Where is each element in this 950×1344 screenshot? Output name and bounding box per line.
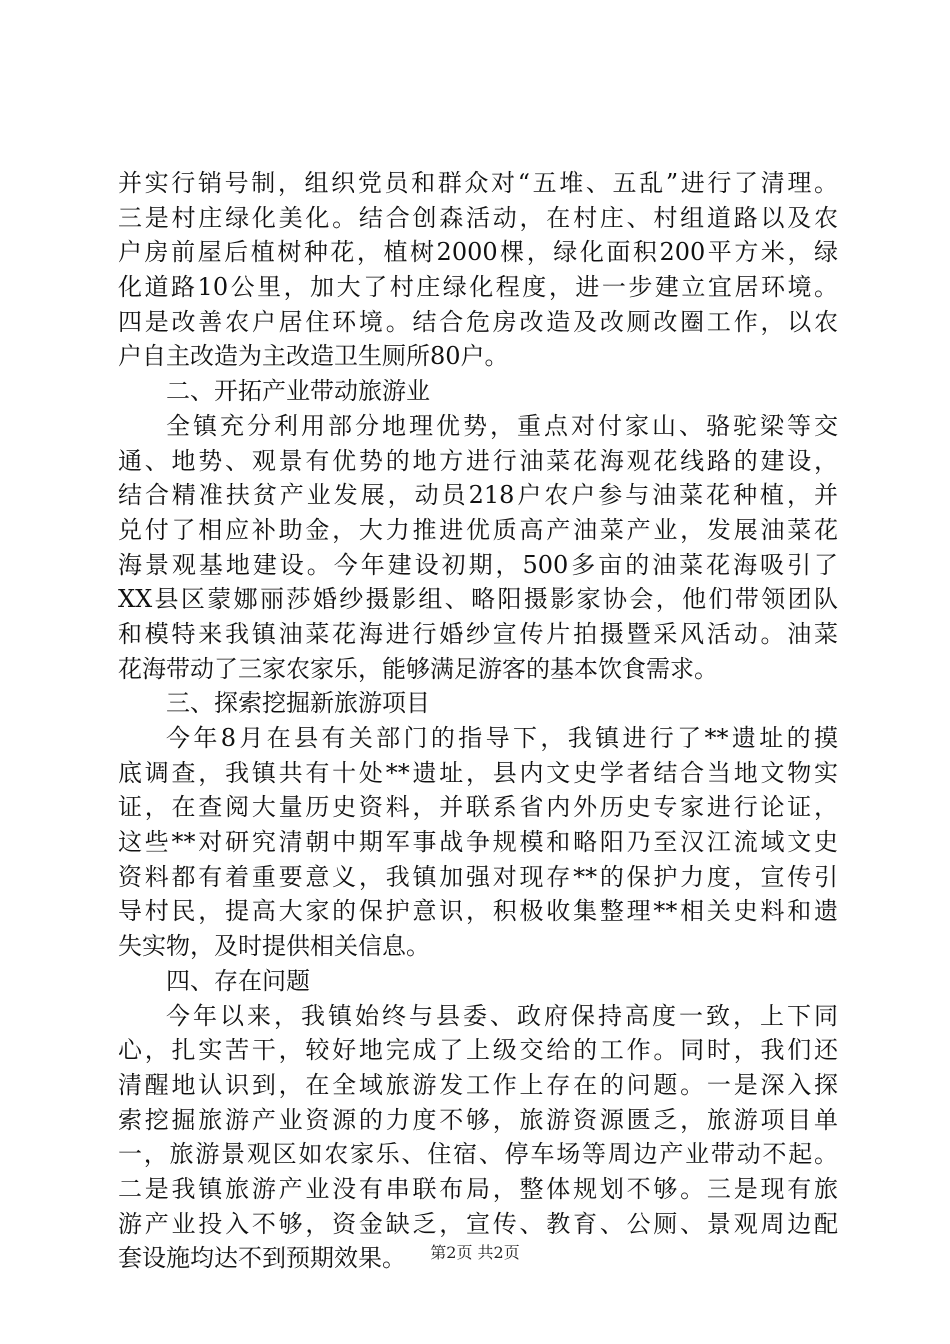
paragraph-line: 户自主改造为主改造卫生厕所80户。	[118, 342, 509, 371]
paragraph-line: 套设施均达不到预期效果。	[118, 1244, 406, 1273]
section-heading: 四、存在问题	[166, 966, 310, 995]
paragraph-line: 一，旅游景观区如农家乐、住宿、停车场等周边产业带动不起。	[118, 1140, 838, 1169]
paragraph-line: 这些**对研究清朝中期军事战争规模和略阳乃至汉江流域文史	[118, 828, 838, 857]
paragraph-line: 底调查，我镇共有十处**遗址，县内文史学者结合当地文物实	[118, 758, 838, 787]
paragraph-line: 和模特来我镇油菜花海进行婚纱宣传片拍摄暨采风活动。油菜	[118, 619, 838, 648]
paragraph-line: 全镇充分利用部分地理优势，重点对付家山、骆驼梁等交	[166, 411, 838, 440]
paragraph-line: 通、地势、观景有优势的地方进行油菜花海观花线路的建设，	[118, 446, 838, 475]
page-footer: 第2页 共2页	[430, 1243, 520, 1262]
paragraph-line: 花海带动了三家农家乐，能够满足游客的基本饮食需求。	[118, 654, 718, 683]
paragraph-line: 三是村庄绿化美化。结合创森活动，在村庄、村组道路以及农	[118, 203, 838, 232]
paragraph-line: 二是我镇旅游产业没有串联布局，整体规划不够。三是现有旅	[118, 1174, 838, 1203]
paragraph-line: 今年以来，我镇始终与县委、政府保持高度一致，上下同	[166, 1001, 838, 1030]
paragraph-line: 心，扎实苦干，较好地完成了上级交给的工作。同时，我们还	[118, 1036, 838, 1065]
paragraph-line: 并实行销号制，组织党员和群众对“五堆、五乱”进行了清理。	[118, 169, 838, 197]
paragraph-line: 游产业投入不够，资金缺乏，宣传、教育、公厕、景观周边配	[118, 1209, 838, 1238]
paragraph-line: 失实物，及时提供相关信息。	[118, 932, 430, 961]
paragraph-line: 索挖掘旅游产业资源的力度不够，旅游资源匮乏，旅游项目单	[118, 1105, 838, 1134]
paragraph-line: 结合精准扶贫产业发展，动员218户农户参与油菜花种植，并	[118, 481, 838, 510]
document-body	[118, 166, 838, 1276]
paragraph-line: 四是改善农户居住环境。结合危房改造及改厕改圈工作，以农	[118, 307, 838, 336]
paragraph-line: 兑付了相应补助金，大力推进优质高产油菜产业，发展油菜花	[118, 515, 838, 544]
paragraph-line: 资料都有着重要意义，我镇加强对现存**的保护力度，宣传引	[118, 862, 838, 891]
section-heading: 三、探索挖掘新旅游项目	[166, 689, 430, 718]
paragraph-line: 化道路10公里，加大了村庄绿化程度，进一步建立宜居环境。	[118, 273, 838, 302]
paragraph-line: 证，在查阅大量历史资料，并联系省内外历史专家进行论证，	[118, 793, 838, 822]
paragraph-line: 户房前屋后植树种花，植树2000棵，绿化面积200平方米，绿	[118, 238, 838, 267]
paragraph-line: XX县区蒙娜丽莎婚纱摄影组、略阳摄影家协会，他们带领团队	[118, 585, 838, 614]
section-heading: 二、开拓产业带动旅游业	[166, 377, 430, 406]
paragraph-line: 导村民，提高大家的保护意识，积极收集整理**相关史料和遗	[118, 897, 838, 926]
paragraph-line: 今年8月在县有关部门的指导下，我镇进行了**遗址的摸	[166, 724, 838, 752]
paragraph-line: 清醒地认识到，在全域旅游发工作上存在的问题。一是深入探	[118, 1070, 838, 1099]
paragraph-line: 海景观基地建设。今年建设初期，500多亩的油菜花海吸引了	[118, 550, 838, 579]
